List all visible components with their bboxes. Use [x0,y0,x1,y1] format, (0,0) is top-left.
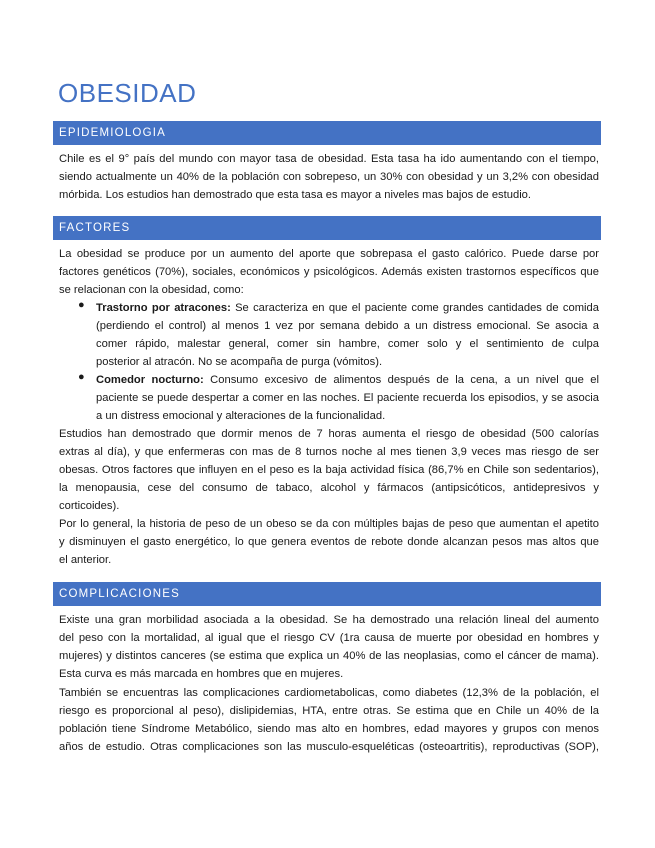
text-line: mórbida. Los estudios han demostrado que esta tasa es mayor a niveles mas bajos de estudio. [59,189,532,201]
section-heading-complicaciones: COMPLICACIONES [53,582,601,606]
paragraph-complicaciones-morbilidad [59,611,599,683]
bullet-term: Comedor nocturno: [96,374,204,386]
bullet-item-comedor [59,371,599,425]
section-heading-epidemiologia: EPIDEMIOLOGIA [53,121,601,145]
section-heading-factores: FACTORES [53,216,601,240]
text-line: siendo actualmente un 40% de la población con sobrepeso, un 30% con obesidad y un 3,2% con obesidad [59,171,599,183]
text-line: paciente se puede despertar a comer en las noches. El paciente recuerda los episodios, y se asocia [96,392,599,404]
text-line: riesgo es proporcional al peso), dislipidemias, HTA, entre otras. Se estima que en Chile un 40% de la [59,705,599,717]
text-line: Chile es el 9° país del mundo con mayor tasa de obesidad. Esta tasa ha ido aumentando con el tiempo, [59,153,599,165]
document-title: OBESIDAD [58,78,197,108]
text-line: Estudios han demostrado que dormir menos de 7 horas aumenta el riesgo de obesidad (500 calorías [59,428,599,440]
bullet-list [59,299,599,425]
text-line: población tiene Síndrome Metabólico, siendo mas alto en hombres, edad mayores y grupos con menos [59,723,599,735]
paragraph-factores-sueno [59,425,599,515]
paragraph-epidemiologia [59,150,599,204]
text-line: comer rápido, malestar general, comer sin hambre, comer solo y el sentimiento de culpa [96,338,599,350]
text-line: Consumo excesivo de alimentos después de la cena, a un nivel que el [203,374,599,386]
text-line: (perdiendo el control) al menos 1 vez por semana debido a un distress emocional. Se asocia a [96,320,599,332]
text-line: Existe una gran morbilidad asociada a la obesidad. Se ha demostrado una relación lineal del aumento [59,614,599,626]
text-line: la menopausia, cese del consumo de tabaco, alcohol y fármacos (antipsicóticos, antidepresivos y [59,482,599,494]
paragraph-factores-historia [59,515,599,569]
text-line: obesas. Otros factores que influyen en el peso es la baja actividad física (86,7% en Chile son sedentarios), [59,464,599,476]
paragraph-factores-intro [59,245,599,299]
text-line: mujeres) y distintos canceres (se estima que explica un 40% de las neoplasias, como el cáncer de mama). [59,650,599,662]
bullet-icon: ● [78,371,85,383]
bullet-item-atracones [59,299,599,371]
text-line: el anterior. [59,554,112,566]
text-line: y disminuyen el gasto energético, lo que genera eventos de rebote donde alcanzan pesos mas altos que [59,536,599,548]
text-line: corticoides). [59,500,120,512]
bullet-icon: ● [78,299,85,311]
text-line: a un distress emocional y alteraciones de la funcionalidad. [96,410,386,422]
text-line: Por lo general, la historia de peso de un obeso se da con múltiples bajas de peso que aumentan el apetito [59,518,599,530]
text-line: del peso con la mortalidad, al igual que el riesgo CV (1ra causa de muerte por obesidad en hombres y [59,632,599,644]
text-line: También se encuentras las complicaciones cardiometabolicas, como diabetes (12,3% de la población, el [59,687,599,699]
text-line: extras al día), y que enfermeras con mas de 8 turnos noche al mes tienen 3,9 veces mas riesgo de ser [59,446,599,458]
text-line: Se caracteriza en que el paciente come grandes cantidades de comida [230,302,599,314]
bullet-term: Trastorno por atracones: [96,302,231,314]
text-line: Esta curva es más marcada en hombres que en mujeres. [59,668,344,680]
text-line: años de estudio. Otras complicaciones son las musculo-esqueléticas (osteoartritis), reproductivas (SOP), [59,741,599,753]
text-line: factores genéticos (70%), sociales, económicos y psicológicos. Además existen trastornos específicos que [59,266,599,278]
text-line: se relacionan con la obesidad, como: [59,284,244,296]
paragraph-complicaciones-cardiometabolicas [59,684,599,756]
text-line: posterior al atracón. No se acompaña de purga (vómitos). [96,356,383,368]
text-line: La obesidad se produce por un aumento del aporte que sobrepasa el gasto calórico. Puede darse por [59,248,599,260]
